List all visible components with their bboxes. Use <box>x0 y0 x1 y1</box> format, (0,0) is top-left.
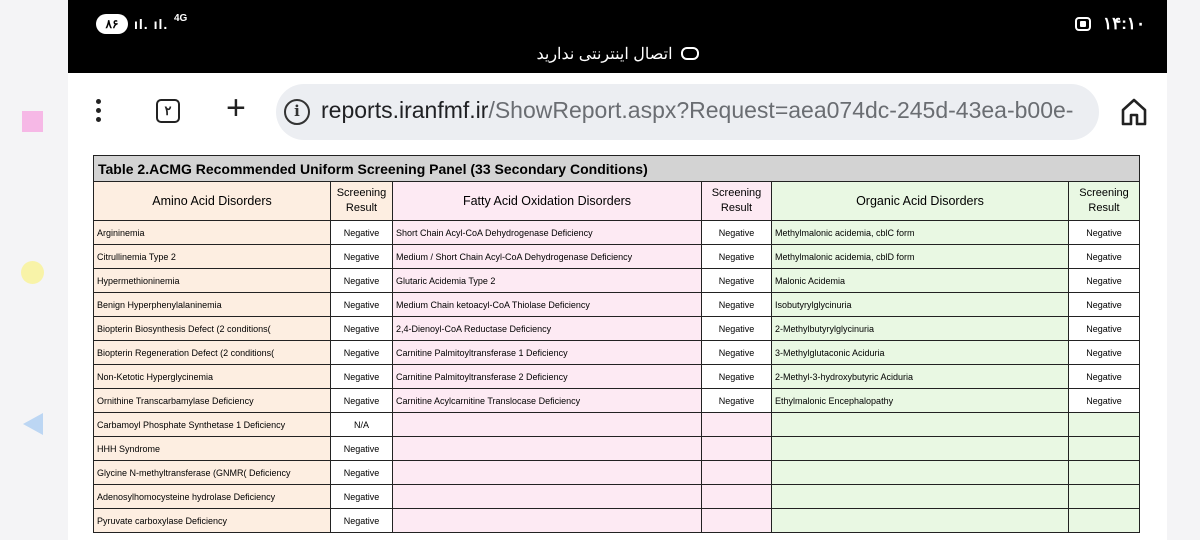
url-text[interactable] <box>321 97 1073 124</box>
organic-result-cell <box>1069 485 1140 509</box>
fatty-result-cell: Negative <box>702 389 772 413</box>
fatty-disorder-cell: Medium / Short Chain Acyl-CoA Dehydrogenase Deficiency <box>393 245 702 269</box>
status-clock: ۱۴:۱۰ <box>1103 14 1146 33</box>
fatty-disorder-cell: Carnitine Acylcarnitine Translocase Deficiency <box>393 389 702 413</box>
amino-disorder-cell: Carbamoyl Phosphate Synthetase 1 Deficiency <box>94 413 331 437</box>
organic-result-cell: Negative <box>1069 317 1140 341</box>
fatty-disorder-cell: Carnitine Palmitoyltransferase 2 Deficiency <box>393 365 702 389</box>
fatty-result-cell: Negative <box>702 269 772 293</box>
table-row <box>94 245 1140 269</box>
info-icon[interactable]: i <box>284 99 310 125</box>
report-page <box>68 151 1167 540</box>
organic-result-cell: Negative <box>1069 221 1140 245</box>
table-row <box>94 461 1140 485</box>
organic-disorder-cell: 2-Methyl-3-hydroxybutyric Aciduria <box>772 365 1069 389</box>
screening-table <box>93 155 1140 533</box>
address-bar[interactable] <box>276 84 1099 140</box>
amino-disorder-cell: Biopterin Regeneration Defect (2 conditions( <box>94 341 331 365</box>
screenshot-icon <box>1075 17 1091 31</box>
organic-result-cell: Negative <box>1069 245 1140 269</box>
fatty-disorder-cell: Carnitine Palmitoyltransferase 1 Deficiency <box>393 341 702 365</box>
offline-message: اتصال اینترنتی ندارید <box>536 46 673 63</box>
fatty-result-cell: Negative <box>702 317 772 341</box>
fatty-result-cell <box>702 461 772 485</box>
fatty-result-cell <box>702 485 772 509</box>
cloud-off-icon <box>681 47 699 60</box>
offline-banner <box>68 44 1167 64</box>
table-title: Table 2.ACMG Recommended Uniform Screening Panel (33 Secondary Conditions) <box>94 156 1140 182</box>
url-path: /ShowReport.aspx?Request=aea074dc-245d-43ea-b00e- <box>488 97 1074 123</box>
organic-disorder-cell <box>772 461 1069 485</box>
organic-result-cell <box>1069 437 1140 461</box>
header-screening-result: Screening Result <box>1069 182 1140 221</box>
organic-result-cell <box>1069 413 1140 437</box>
fatty-disorder-cell <box>393 461 702 485</box>
gutter-back-triangle-icon[interactable] <box>23 413 43 435</box>
phone-screen <box>68 0 1167 540</box>
amino-disorder-cell: Benign Hyperphenylalaninemia <box>94 293 331 317</box>
amino-result-cell: Negative <box>331 389 393 413</box>
organic-disorder-cell <box>772 485 1069 509</box>
amino-result-cell: Negative <box>331 221 393 245</box>
amino-result-cell: Negative <box>331 509 393 533</box>
amino-disorder-cell: Pyruvate carboxylase Deficiency <box>94 509 331 533</box>
organic-result-cell <box>1069 461 1140 485</box>
organic-disorder-cell: Methylmalonic acidemia, cblC form <box>772 221 1069 245</box>
fatty-result-cell: Negative <box>702 341 772 365</box>
header-fatty-acid: Fatty Acid Oxidation Disorders <box>393 182 702 221</box>
organic-disorder-cell <box>772 413 1069 437</box>
table-row <box>94 437 1140 461</box>
organic-result-cell: Negative <box>1069 293 1140 317</box>
organic-result-cell: Negative <box>1069 269 1140 293</box>
organic-result-cell: Negative <box>1069 365 1140 389</box>
organic-disorder-cell: Ethylmalonic Encephalopathy <box>772 389 1069 413</box>
fatty-disorder-cell: Medium Chain ketoacyl-CoA Thiolase Deficiency <box>393 293 702 317</box>
fatty-result-cell <box>702 413 772 437</box>
table-row <box>94 269 1140 293</box>
fatty-result-cell: Negative <box>702 221 772 245</box>
amino-disorder-cell: Biopterin Biosynthesis Defect (2 conditions( <box>94 317 331 341</box>
amino-result-cell: Negative <box>331 317 393 341</box>
header-screening-result: Screening Result <box>331 182 393 221</box>
organic-disorder-cell: 2-Methylbutyrylglycinuria <box>772 317 1069 341</box>
url-host: reports.iranfmf.ir <box>321 97 489 123</box>
table-row <box>94 341 1140 365</box>
gutter-circle-shape <box>21 261 44 284</box>
organic-disorder-cell <box>772 509 1069 533</box>
signal-bars-icon: ıl. ıl. <box>134 16 169 32</box>
fatty-disorder-cell <box>393 413 702 437</box>
amino-disorder-cell: Non-Ketotic Hyperglycinemia <box>94 365 331 389</box>
menu-dots-icon[interactable] <box>96 99 102 126</box>
organic-disorder-cell: Isobutyrylglycinuria <box>772 293 1069 317</box>
home-icon[interactable] <box>1121 98 1147 126</box>
fatty-result-cell: Negative <box>702 365 772 389</box>
amino-result-cell: Negative <box>331 461 393 485</box>
header-screening-result: Screening Result <box>702 182 772 221</box>
amino-result-cell: Negative <box>331 293 393 317</box>
fatty-result-cell <box>702 509 772 533</box>
amino-disorder-cell: HHH Syndrome <box>94 437 331 461</box>
fatty-disorder-cell <box>393 509 702 533</box>
amino-result-cell: Negative <box>331 437 393 461</box>
table-row <box>94 485 1140 509</box>
fatty-disorder-cell: Short Chain Acyl-CoA Dehydrogenase Deficiency <box>393 221 702 245</box>
table-row <box>94 389 1140 413</box>
organic-result-cell <box>1069 509 1140 533</box>
network-type: 4G <box>174 13 188 24</box>
amino-disorder-cell: Adenosylhomocysteine hydrolase Deficiency <box>94 485 331 509</box>
fatty-disorder-cell: Glutaric Acidemia Type 2 <box>393 269 702 293</box>
table-row <box>94 365 1140 389</box>
organic-disorder-cell: Methylmalonic acidemia, cblD form <box>772 245 1069 269</box>
browser-toolbar <box>68 73 1167 151</box>
tabs-icon[interactable]: ۲ <box>156 99 180 123</box>
status-bar <box>68 0 1167 73</box>
organic-result-cell: Negative <box>1069 341 1140 365</box>
amino-disorder-cell: Citrullinemia Type 2 <box>94 245 331 269</box>
organic-disorder-cell: 3-Methylglutaconic Aciduria <box>772 341 1069 365</box>
battery-indicator: ۸۶ <box>96 14 128 34</box>
table-row <box>94 317 1140 341</box>
amino-result-cell: Negative <box>331 269 393 293</box>
gutter-square-shape <box>22 111 43 132</box>
fatty-disorder-cell <box>393 485 702 509</box>
plus-icon[interactable]: + <box>226 89 246 127</box>
header-organic-acid: Organic Acid Disorders <box>772 182 1069 221</box>
amino-disorder-cell: Glycine N-methyltransferase (GNMR( Deficiency <box>94 461 331 485</box>
organic-result-cell: Negative <box>1069 389 1140 413</box>
amino-result-cell: Negative <box>331 341 393 365</box>
fatty-disorder-cell <box>393 437 702 461</box>
amino-disorder-cell: Argininemia <box>94 221 331 245</box>
fatty-result-cell: Negative <box>702 293 772 317</box>
header-amino-acid: Amino Acid Disorders <box>94 182 331 221</box>
table-row <box>94 221 1140 245</box>
table-row <box>94 509 1140 533</box>
organic-disorder-cell: Malonic Acidemia <box>772 269 1069 293</box>
organic-disorder-cell <box>772 437 1069 461</box>
amino-disorder-cell: Hypermethioninemia <box>94 269 331 293</box>
amino-result-cell: Negative <box>331 245 393 269</box>
amino-result-cell: N/A <box>331 413 393 437</box>
table-row <box>94 293 1140 317</box>
fatty-result-cell: Negative <box>702 245 772 269</box>
amino-disorder-cell: Ornithine Transcarbamylase Deficiency <box>94 389 331 413</box>
fatty-disorder-cell: 2,4-Dienoyl-CoA Reductase Deficiency <box>393 317 702 341</box>
amino-result-cell: Negative <box>331 485 393 509</box>
fatty-result-cell <box>702 437 772 461</box>
table-row <box>94 413 1140 437</box>
amino-result-cell: Negative <box>331 365 393 389</box>
